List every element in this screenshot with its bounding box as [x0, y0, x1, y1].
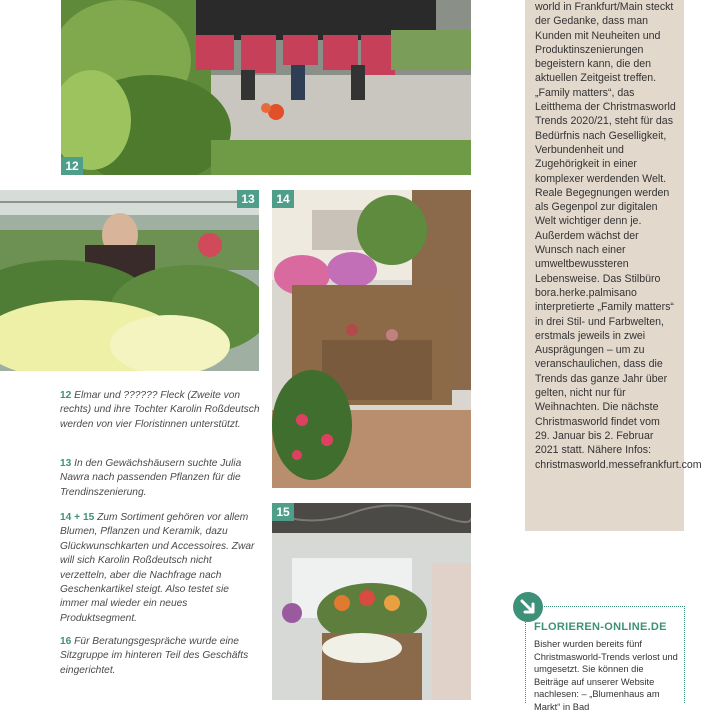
caption-number: 14 + 15 — [60, 512, 95, 523]
caption-12 — [60, 389, 260, 432]
web-reference-text: Bisher wurden bereits fünf Christmasworld-Trends verlost und umgesetzt. Sie können die Beiträge auf unserer Website nachlesen: – „Blumenhaus am Markt“ in Bad — [534, 639, 678, 712]
caption-text: Elmar und ?????? Fleck (Zweite von rechts) und ihre Tochter Karolin Roßdeutsch werden von vier Floristinnen unterstützt. — [60, 390, 260, 430]
sidebar-text: world in Frankfurt/Main steckt der Gedanke, dass man Kunden mit Neuheiten und Produktinszenierungen begeistern kann, die den aktuellen Zeitgeist treffen. „Family matters“, das Leitthema der Christmasworld Trends 2020/21, steht für das Bedürfnis nach Geselligkeit, Verbundenheit und Zugehörigkeit in einer komplexer werdenden Welt. Reale Begegnungen werden als Gegenpol zur digitalen Welt wichtiger denn je. Außerdem wächst der Wunsch nach einer umweltbewussteren Lebensweise. Das Stilbüro bora.herke.palmisano interpretierte „Family matters“ in drei Stil- und Farbwelten, erstmals jeweils in zwei Ausprägungen – um zu veranschaulichen, dass die Trends das ganze Jahr über gelten, nicht nur für Weihnachten. Die nächste Christmasworld findet vom 29. Januar bis 2. Februar 2021 statt. Nähere Infos: christmasworld.messefrankfurt.com — [535, 1, 702, 471]
photo-14 — [272, 190, 471, 488]
photo-number-badge: 13 — [237, 190, 259, 208]
photo-number-badge: 15 — [272, 503, 294, 521]
photo-15 — [272, 503, 471, 700]
caption-16 — [60, 635, 260, 678]
sidebar-infobox — [525, 0, 702, 531]
web-reference-heading[interactable]: FLORIEREN-ONLINE.DE — [534, 621, 667, 633]
caption-14-15 — [60, 511, 260, 626]
web-reference-box — [525, 606, 685, 712]
arrow-down-right-icon — [513, 592, 543, 622]
caption-13 — [60, 457, 260, 500]
caption-number: 12 — [60, 390, 72, 401]
caption-text: Zum Sortiment gehören vor allem Blumen, Pflanzen und Keramik, dazu Glückwunschkarten und Accessoires. Zwar will sich Karolin Roßdeutsch nicht verzetteln, aber die Nachfrage nach Geschenkartikel steigt. Also testet sie immer mal wieder ein neues Produktsegment. — [60, 512, 255, 624]
caption-number: 13 — [60, 458, 72, 469]
caption-text: In den Gewächshäusern suchte Julia Nawra nach passenden Pflanzen für die Trendinszenierung. — [60, 458, 242, 498]
caption-text: Für Beratungsgespräche wurde eine Sitzgruppe im hinteren Teil des Geschäfts eingerichtet. — [60, 636, 249, 676]
photo-13 — [0, 190, 259, 371]
photo-number-badge: 14 — [272, 190, 294, 208]
caption-number: 16 — [60, 636, 72, 647]
photo-12 — [61, 0, 471, 175]
photo-number-badge: 12 — [61, 157, 83, 175]
